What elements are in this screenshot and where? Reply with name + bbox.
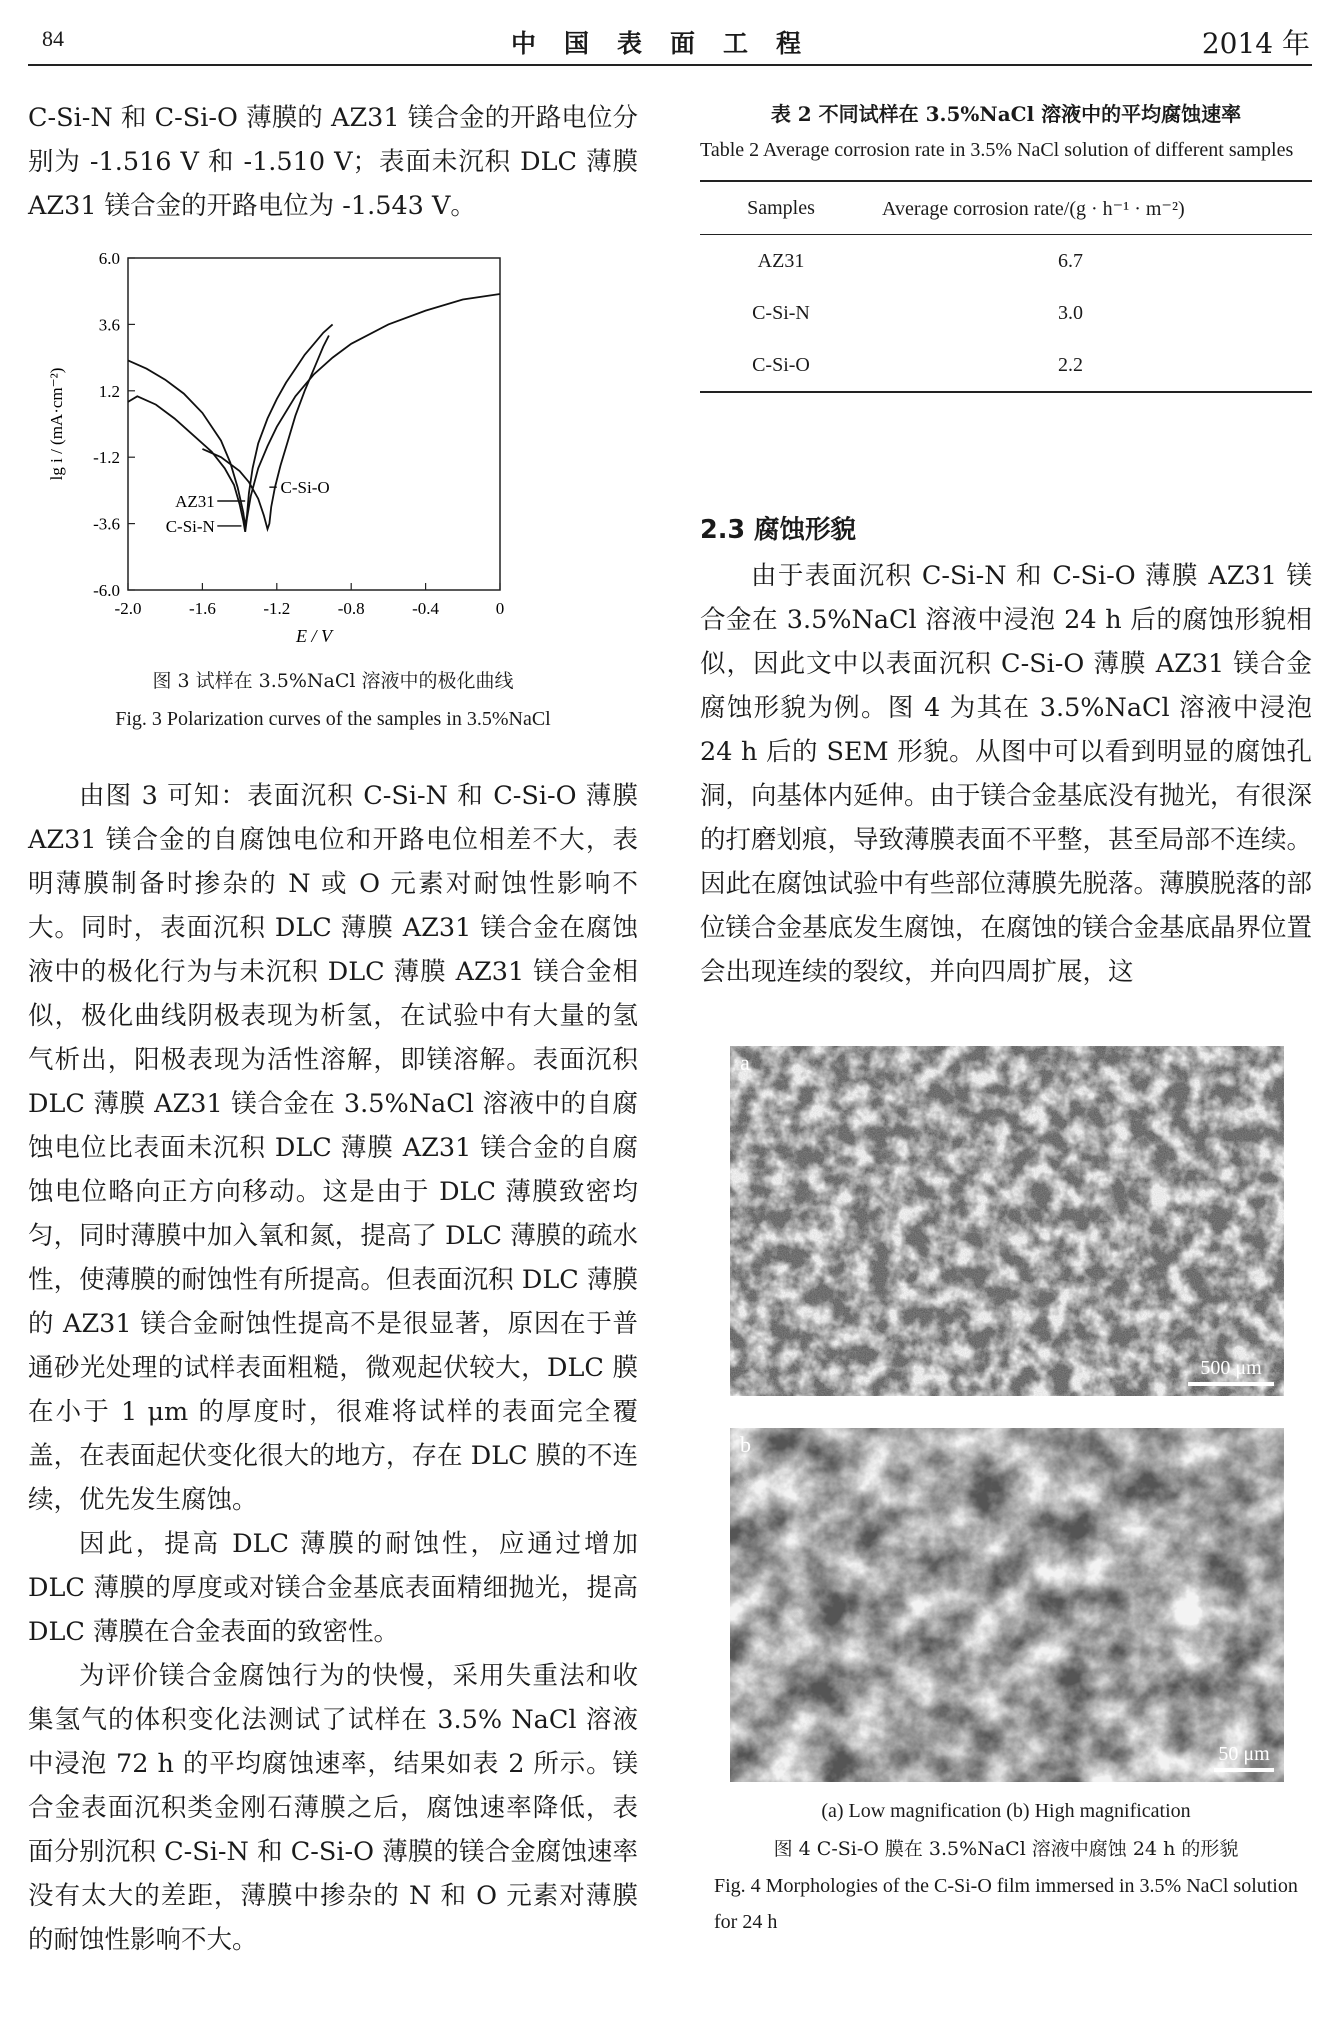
left-column-top: [28, 96, 638, 228]
sem-texture-b: [730, 1428, 1284, 1782]
series-line-c-si-o: [202, 336, 329, 530]
y-tick-label: -1.2: [93, 448, 120, 468]
corrosion-rate-table: [700, 180, 1312, 393]
y-tick-label: -3.6: [93, 514, 120, 534]
figure-3-caption-en: Fig. 3 Polarization curves of the samples in 3.5%NaCl: [115, 708, 551, 730]
figure-4-caption-zh: 图 4 C-Si-O 膜在 3.5%NaCl 溶液中腐蚀 24 h 的形貌: [773, 1838, 1239, 1860]
cell-rate: 2.2: [862, 339, 1312, 392]
panel-label-b: b: [740, 1432, 751, 1457]
x-tick-label: 0: [495, 599, 505, 618]
figure-3: [28, 250, 638, 730]
table-2-block: [700, 96, 1312, 393]
col-header-samples: Samples: [700, 181, 862, 235]
x-tick-label: -0.4: [412, 599, 440, 618]
journal-title: 中国表面工程: [510, 29, 829, 58]
figure-4-captions: [700, 1792, 1312, 1940]
cell-rate: 3.0: [1058, 301, 1083, 324]
polarization-chart: [28, 250, 638, 650]
scale-bar-a: [1188, 1357, 1274, 1386]
paragraph-open-circuit: C-Si-N 和 C-Si-O 薄膜的 AZ31 镁合金的开路电位分别为 -1.516 V 和 -1.510 V；表面未沉积 DLC 薄膜 AZ31 镁合金的开路电位为 -1.543 V。: [28, 103, 638, 221]
figure-4-subcaption: (a) Low magnification (b) High magnification: [821, 1800, 1191, 1822]
sem-image-high-mag: [730, 1428, 1284, 1782]
section-title: 2.3 腐蚀形貌: [700, 515, 857, 545]
table-row: [700, 235, 1312, 288]
x-tick-label: -1.6: [188, 599, 216, 618]
y-tick-label: -6.0: [93, 581, 120, 600]
x-tick-label: -2.0: [114, 599, 142, 618]
annotation-label: C-Si-N: [165, 516, 215, 536]
left-column-body: [28, 774, 638, 1962]
scale-label-b: 50 μm: [1218, 1743, 1270, 1765]
sem-texture-a: [730, 1046, 1284, 1396]
cell-sample: C-Si-O: [700, 339, 862, 392]
scale-label-a: 500 μm: [1200, 1357, 1262, 1379]
journal-year: 2014 年: [1201, 27, 1310, 60]
table-header-row: [700, 181, 1312, 235]
plot-frame: [128, 258, 500, 590]
paragraph-morphology: 由于表面沉积 C-Si-N 和 C-Si-O 薄膜 AZ31 镁合金在 3.5%NaCl 溶液中浸泡 24 h 后的腐蚀形貌相似，因此文中以表面沉积 C-Si-O 薄膜 AZ31 镁合金腐蚀形貌为例。图 4 为其在 3.5%NaCl 溶液中浸泡 24 h 后的 SEM 形貌。从图中可以看到明显的腐蚀孔洞，向基体内延伸。由于镁合金基底没有抛光，有很深的打磨划痕，导致薄膜表面不平整，甚至局部不连续。因此在腐蚀试验中有些部位薄膜先脱落。薄膜脱落的部位镁合金基底发生腐蚀，在腐蚀的镁合金基底晶界位置会出现连续的裂纹，并向四周扩展，这: [700, 561, 1313, 987]
page-number: 84: [42, 26, 64, 51]
cell-sample: C-Si-N: [752, 301, 810, 324]
y-axis-label: lg i / (mA·cm⁻²): [47, 367, 66, 481]
panel-label-a: a: [740, 1050, 750, 1075]
table-2-caption-en: Table 2 Average corrosion rate in 3.5% NaCl solution of different samples: [700, 139, 1294, 161]
x-axis-label: E / V: [296, 626, 332, 646]
scale-line-b: [1214, 1768, 1274, 1772]
table-2-caption-zh: 表 2 不同试样在 3.5%NaCl 溶液中的平均腐蚀速率: [770, 102, 1242, 126]
paragraph-improvement: 因此，提高 DLC 薄膜的耐蚀性，应通过增加 DLC 薄膜的厚度或对镁合金基底表面精细抛光，提高 DLC 薄膜在合金表面的致密性。: [28, 1529, 638, 1647]
sem-image-low-mag: [730, 1046, 1284, 1396]
table-row: [700, 339, 1312, 392]
y-tick-label: 1.2: [98, 381, 120, 401]
scale-bar-b: [1214, 1743, 1274, 1772]
annotation-label: AZ31: [175, 492, 215, 511]
table-row: [700, 287, 1312, 339]
y-tick-label: 6.0: [98, 250, 120, 268]
section-2-3: [700, 508, 1312, 994]
scale-line-a: [1188, 1382, 1274, 1386]
figure-4-caption-en: Fig. 4 Morphologies of the C-Si-O film immersed in 3.5% NaCl solution for 24 h: [714, 1875, 1298, 1933]
x-tick-label: -1.2: [263, 599, 291, 618]
paragraph-corrosion-rate: 为评价镁合金腐蚀行为的快慢，采用失重法和收集氢气的体积变化法测试了试样在 3.5% NaCl 溶液中浸泡 72 h 的平均腐蚀速率，结果如表 2 所示。镁合金表面沉积类金刚石薄膜之后，腐蚀速率降低，表面分别沉积 C-Si-N 和 C-Si-O 薄膜的镁合金腐蚀速率没有太大的差距，薄膜中掺杂的 N 和 O 元素对薄膜的耐蚀性影响不大。: [28, 1661, 638, 1955]
figure-3-caption-zh: 图 3 试样在 3.5%NaCl 溶液中的极化曲线: [152, 670, 514, 692]
y-tick-label: 3.6: [98, 315, 120, 335]
col-header-rate: Average corrosion rate/(g · h⁻¹ · m⁻²): [862, 181, 1312, 235]
paragraph-analysis: 由图 3 可知：表面沉积 C-Si-N 和 C-Si-O 薄膜 AZ31 镁合金的自腐蚀电位和开路电位相差不大，表明薄膜制备时掺杂的 N 或 O 元素对耐蚀性影响不大。同时，表面沉积 DLC 薄膜 AZ31 镁合金在腐蚀液中的极化行为与未沉积 DLC 薄膜 AZ31 镁合金相似，极化曲线阴极表现为析氢，在试验中有大量的氢气析出，阳极表现为活性溶解，即镁溶解。表面沉积 DLC 薄膜 AZ31 镁合金在 3.5%NaCl 溶液中的自腐蚀电位比表面未沉积 DLC 薄膜 AZ31 镁合金的自腐蚀电位略向正方向移动。这是由于 DLC 薄膜致密均匀，同时薄膜中加入氧和氮，提高了 DLC 薄膜的疏水性，使薄膜的耐蚀性有所提高。但表面沉积 DLC 薄膜的 AZ31 镁合金耐蚀性提高不是很显著，原因在于普通砂光处理的试样表面粗糙，微观起伏较大，DLC 膜在小于 1 μm 的厚度时，很难将试样的表面完全覆盖，在表面起伏变化很大的地方，存在 DLC 膜的不连续，优先发生腐蚀。: [28, 781, 638, 1515]
page-header: [28, 22, 1312, 66]
cell-sample: AZ31: [757, 249, 805, 272]
cell-rate: 6.7: [1058, 249, 1083, 272]
annotation-label: C-Si-O: [280, 478, 330, 498]
x-tick-label: -0.8: [337, 599, 365, 618]
